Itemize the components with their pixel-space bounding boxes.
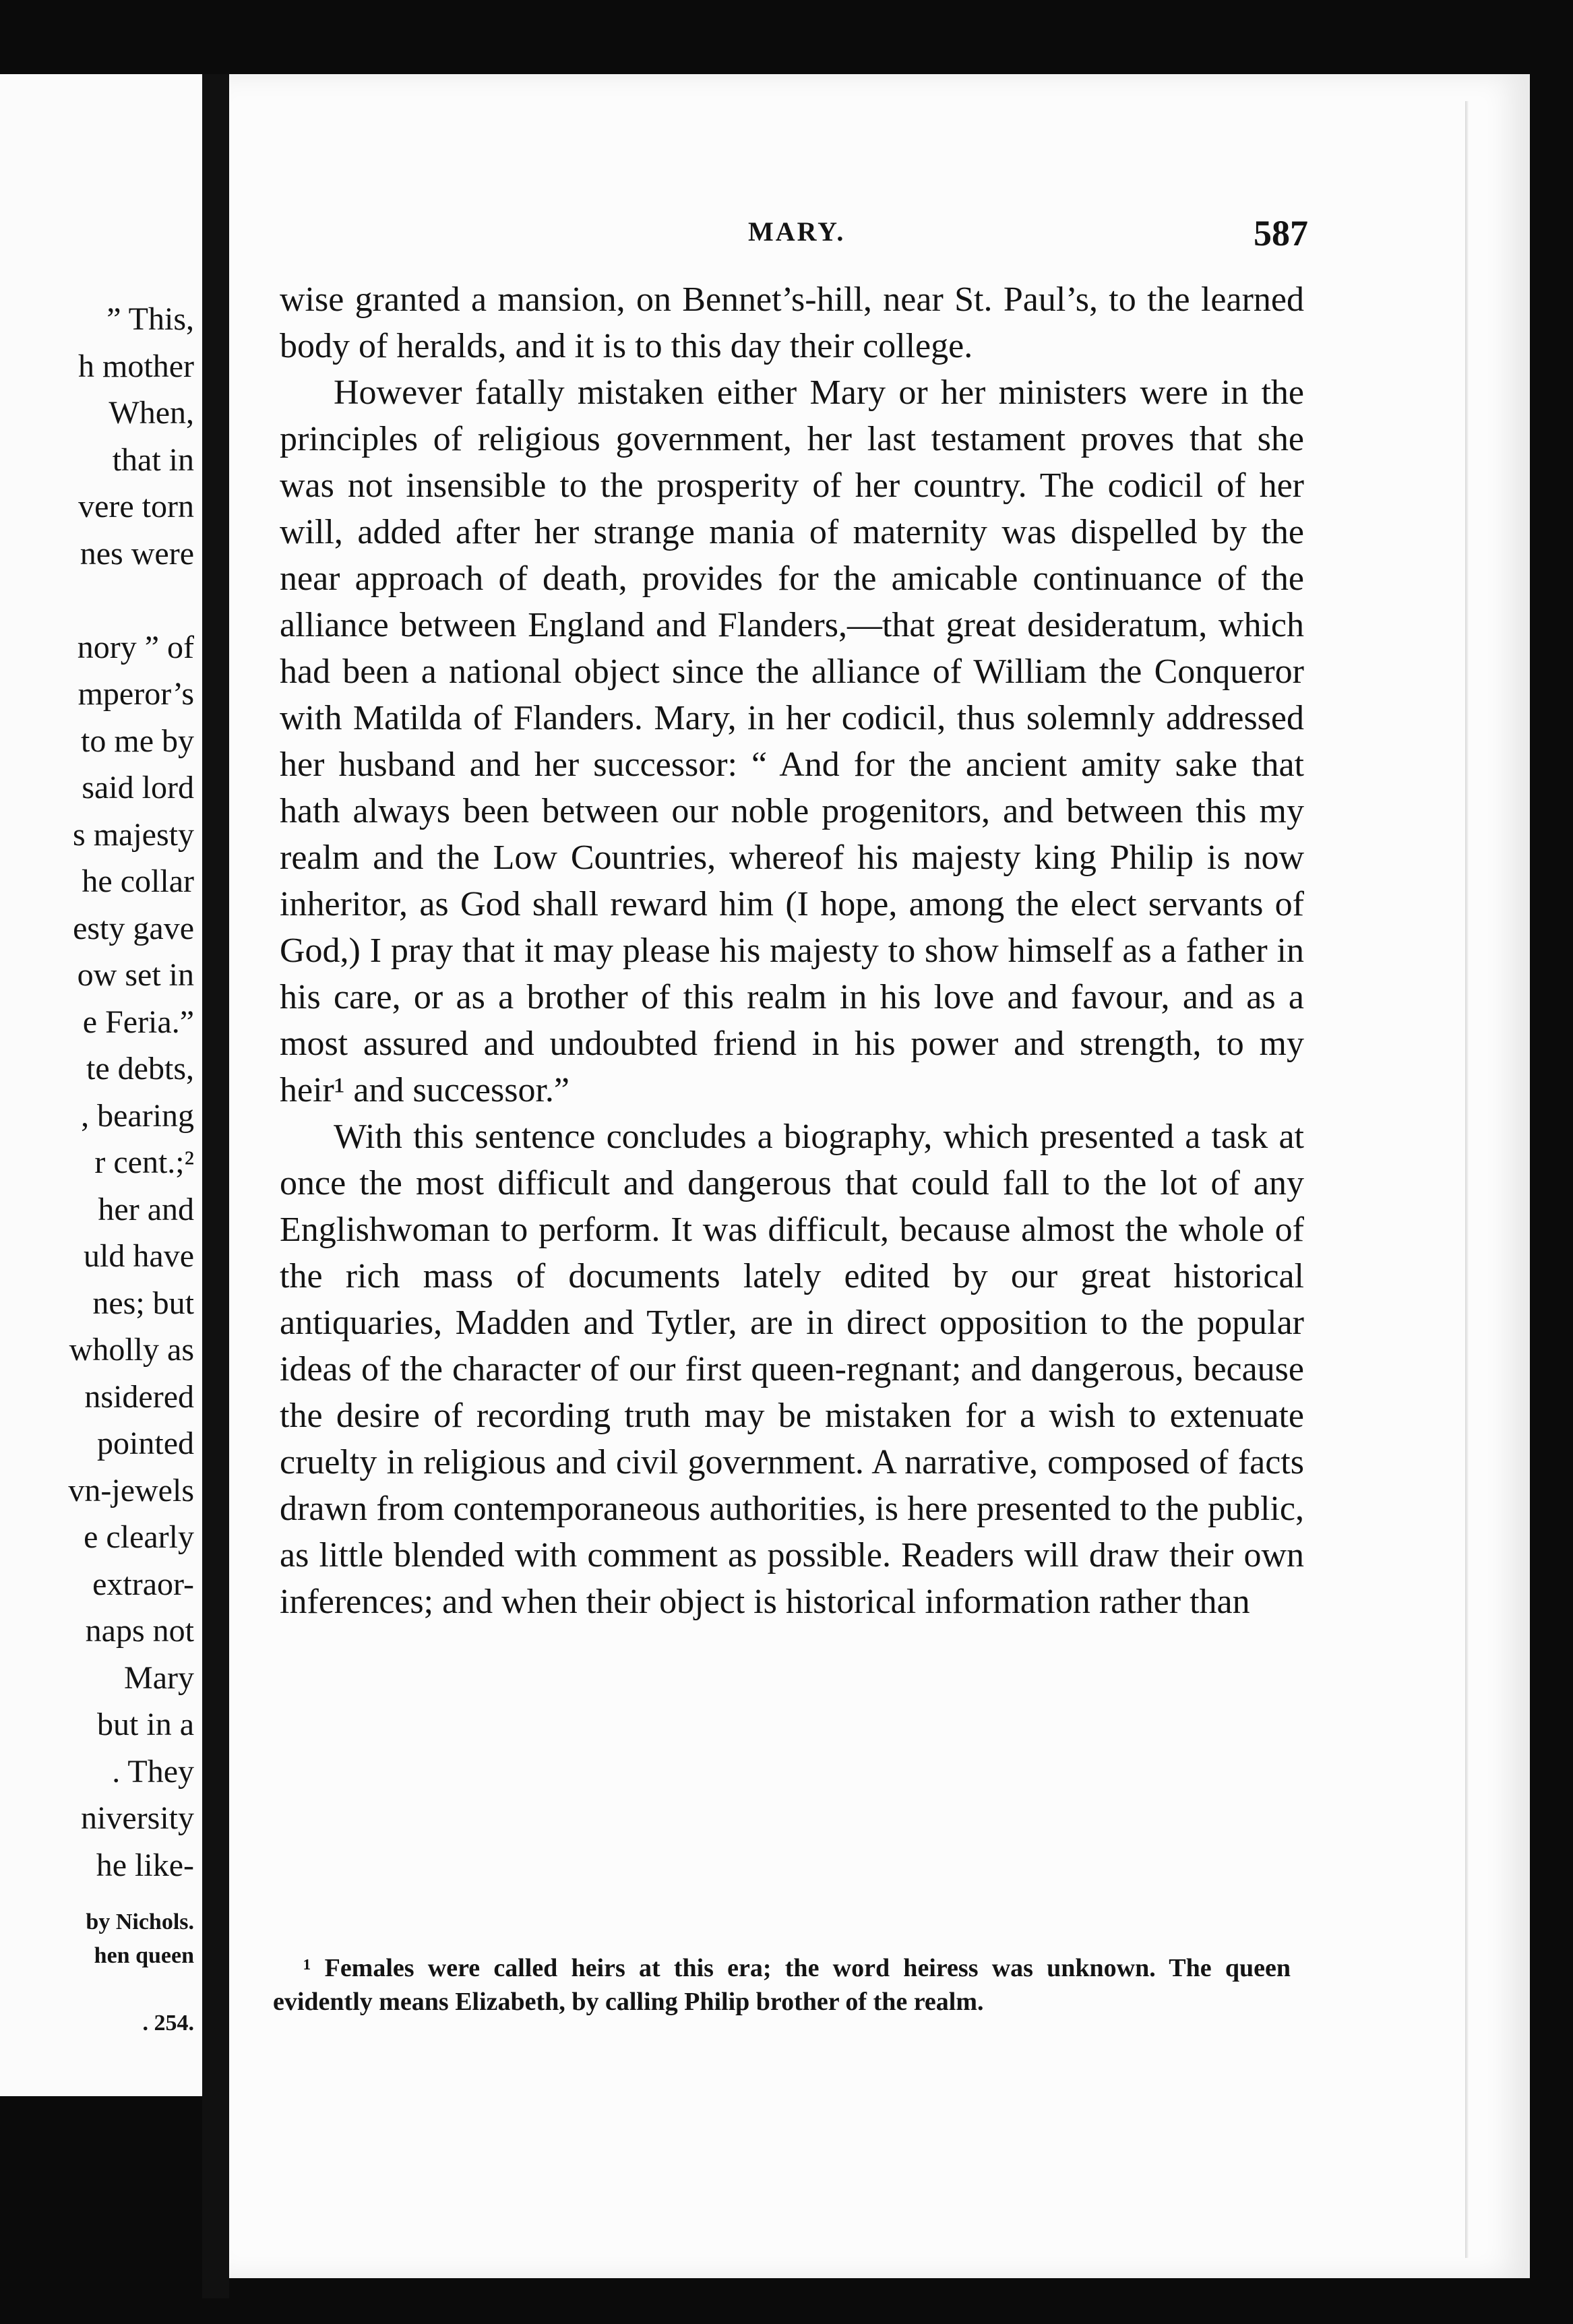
facing-page-line: e Feria.” — [82, 1004, 194, 1040]
facing-page-line: ow set in — [77, 957, 194, 993]
facing-page — [0, 74, 202, 2096]
facing-page-line: s majesty — [73, 816, 194, 853]
facing-page-line: her and — [98, 1191, 194, 1227]
facing-page-line: Mary — [124, 1659, 194, 1696]
footnote-text: ¹ Females were called heirs at this era; the word heiress was unknown. The queen evidently means Elizabeth, by calling Philip brother of the realm. — [273, 1954, 1291, 2016]
facing-page-line: to me by — [81, 723, 194, 759]
paragraph-3: With this sentence concludes a biography, which presented a task at once the most difficult and dangerous that could fall to the lot of any Englishwoman to perform. It was difficult, because almost the whole of the rich mass of documents lately edited by our great historical antiquaries, Madden and Tytler, are in direct opposition to the popular ideas of the character of our first queen-regnant; and dangerous, because the desire of recording truth may be mistaken for a wish to extenuate cruelty in religious and civil government. A narrative, composed of facts drawn from contemporaneous authorities, is here presented to the public, as little blended with comment as possible. Readers will draw their own inferences; and when their object is historical information rather than — [280, 1118, 1304, 1621]
facing-page-line: nory ” of — [77, 629, 194, 665]
facing-page-line: esty gave — [73, 910, 194, 946]
facing-page-line: wholly as — [69, 1332, 194, 1368]
facing-page-line: When, — [109, 395, 194, 431]
facing-page-line: extraor- — [92, 1566, 194, 1602]
book-spine — [202, 74, 229, 2298]
footnote — [273, 1951, 1291, 2019]
facing-page-line: nes were — [80, 535, 194, 572]
facing-page-line: that in — [112, 441, 194, 478]
facing-page-line: said lord — [82, 770, 194, 805]
paragraph-1: wise granted a mansion, on Bennet’s-hill, near St. Paul’s, to the learned body of heralds, and it is to this day their college. — [280, 280, 1304, 365]
facing-page-line: vere torn — [78, 489, 194, 524]
running-head: MARY. — [748, 216, 846, 247]
facing-page-line: pointed — [97, 1426, 194, 1461]
facing-page-line: r cent.;² — [94, 1144, 194, 1180]
facing-page-line: ” This, — [106, 301, 194, 337]
facing-page-line: vn-jewels — [68, 1472, 194, 1508]
facing-page-line: h mother — [78, 348, 194, 384]
paragraph-2: However fatally mistaken either Mary or her ministers were in the principles of religious government, her last testament proves that she was not insensible to the prosperity of her country. The codicil of her will, added after her strange mania of maternity was dispelled by the near approach of death, provides for the amicable continuance of the alliance between England and Flanders,—that great desideratum, which had been a national object since the alliance of William the Conqueror with Matilda of Flanders. Mary, in her codicil, thus solemnly addressed her husband and her successor: “ And for the ancient amity sake that hath always been between our noble progenitors, and between this my realm and the Low Countries, whereof his majesty king Philip is now inheritor, as God shall reward him (I hope, among the elect servants of God,) I pray that it may please his majesty to show himself as a father in his care, or as a brother of this realm in his love and favour, and as a most assured and undoubted friend in his power and strength, to my heir¹ and successor.” — [280, 373, 1304, 1109]
facing-page-line: naps not — [85, 1613, 194, 1649]
facing-page-line: e clearly — [84, 1519, 194, 1555]
facing-page-line: he like- — [96, 1847, 194, 1883]
page-edge — [1465, 101, 1469, 2258]
facing-page-footnote-line: . 254. — [142, 2011, 194, 2036]
facing-page-line: he collar — [82, 863, 194, 899]
facing-page-footnote-line: hen queen — [94, 1943, 194, 1968]
facing-page-line: mperor’s — [78, 676, 194, 712]
facing-page-line: niversity — [81, 1800, 194, 1836]
facing-page-line: , bearing — [81, 1097, 194, 1134]
facing-page-line: nsidered — [84, 1378, 194, 1415]
facing-page-line: te debts, — [86, 1051, 194, 1087]
facing-page-line: nes; but — [92, 1285, 194, 1321]
page-number: 587 — [1254, 213, 1308, 253]
facing-page-line: but in a — [97, 1707, 194, 1742]
facing-page-footnote-line: by Nichols. — [86, 1909, 194, 1934]
facing-page-line: uld have — [84, 1238, 194, 1274]
facing-page-line: . They — [112, 1753, 194, 1790]
body-text — [280, 276, 1304, 1625]
